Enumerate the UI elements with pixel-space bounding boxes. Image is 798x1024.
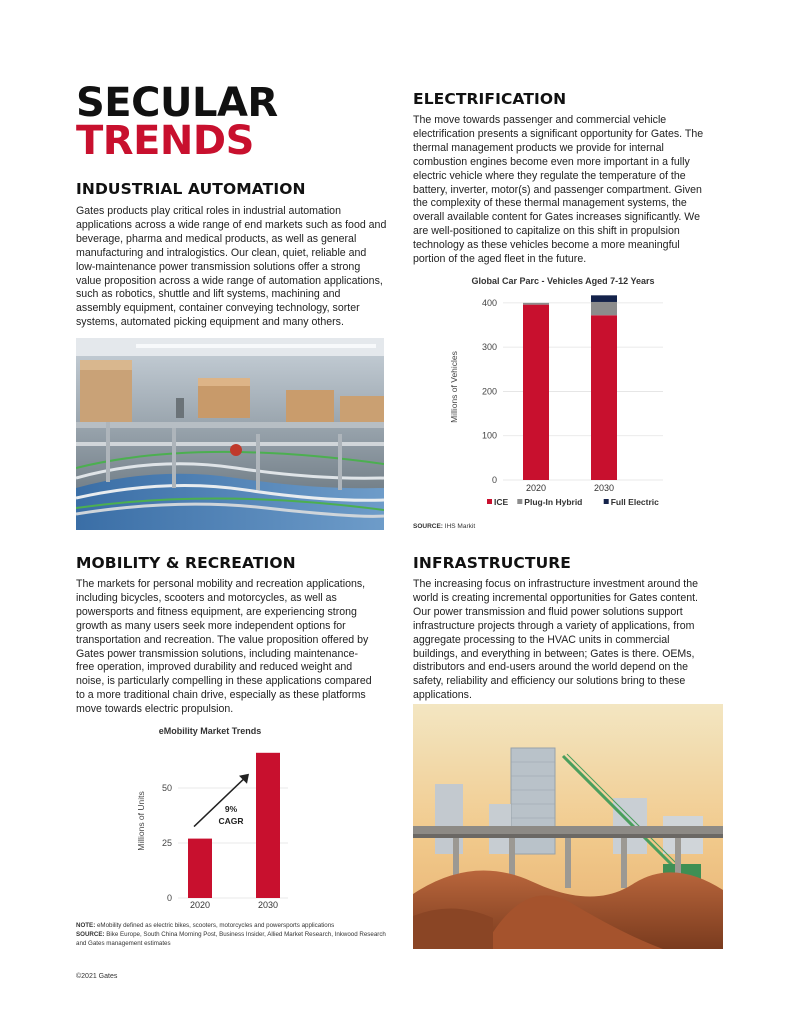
source-text: Bike Europe, South China Morning Post, Business Insider, Allied Market Research, Inkwood Research and Gates management estimates — [76, 931, 386, 947]
car-chart-ylabel: Millions of Vehicles — [449, 351, 459, 423]
infrastructure-heading: INFRASTRUCTURE — [413, 554, 571, 572]
emob-cagr-label: CAGR — [218, 816, 244, 826]
electrification-heading: ELECTRIFICATION — [413, 90, 567, 108]
emobility-chart — [120, 722, 320, 917]
mobility-text: The markets for personal mobility and recreation applications, including bicycles, scooters and motorcycles, as well as powersports and fitness equipment, are experiencing strong growth as many users seek more independent options for transportation and recreation. The value proposition offered by Gates power transmission solutions, including maintenance-free operation, improved durability and reduced weight and noise, is particularly compelling in these applications compared to a more traditional chain drive, especially as these platforms move towards electric propulsion. — [76, 578, 372, 716]
industrial-automation-text: Gates products play critical roles in industrial automation applications across a wide range of end markets such as food and beverage, pharma and medical products, as well as general manufacturing and intralogistics. Our clean, quiet, reliable and low-maintenance power transmission solutions offer a strong value proposition across a wide range of automation applications, such as robotics, shuttle and lift systems, machining and assembly equipment, container conveying technology, sorter systems, automated picking equipment and many others. — [76, 205, 387, 329]
conveyor-photo — [76, 338, 384, 530]
emob-chart-xtick-2030: 2030 — [257, 900, 279, 910]
emob-chart-xtick-2020: 2020 — [189, 900, 211, 910]
industrial-automation-heading: INDUSTRIAL AUTOMATION — [76, 180, 306, 198]
infrastructure-text: The increasing focus on infrastructure investment around the world is creating incremental opportunities for Gates content. Our power transmission and fluid power solutions support infrastructure projects through a variety of applications, from aggregate processing to the HVAC units in commercial buildings, and everything in between; Gates is there. OEMs, distributors and end-users around the world depend on the safety, reliability and efficiency our solutions bring to these applications. — [413, 578, 699, 702]
copyright: ©2021 Gates — [76, 973, 118, 980]
construction-photo — [413, 704, 723, 949]
car-chart-ytick-200: 200 — [481, 386, 497, 397]
car-chart-bar-2020-plug-in-hybrid — [523, 303, 549, 305]
electrification-text: The move towards passenger and commercial vehicle electrification presents a significant opportunity for Gates. The thermal management products we provide for internal combustion engines become even more important in a fully electric vehicle where they regulate the temperature of the battery, inverter, motor(s) and passenger compartment. Given the complexity of these thermal management systems, the overall available content for Gates increases significantly. We are well-positioned to capitalize on this shift in propulsion technology as these vehicles become a more meaningful portion of the aged fleet in the future. — [413, 114, 704, 266]
emob-chart-bar-2030 — [256, 753, 280, 898]
source-label: SOURCE: — [76, 931, 105, 938]
car-legend-swatch-0 — [487, 499, 492, 504]
page-title-line1: SECULAR — [76, 80, 278, 126]
emob-chart-bar-2020 — [188, 839, 212, 898]
emobility-source — [76, 930, 386, 948]
car-legend-swatch-1 — [517, 499, 522, 504]
car-chart-xtick-2030: 2030 — [593, 483, 615, 493]
car-chart-bar-2030-full-electric — [591, 295, 617, 302]
car-chart-ytick-0: 0 — [491, 475, 497, 485]
car-parc-chart — [413, 272, 713, 522]
mobility-heading: MOBILITY & RECREATION — [76, 554, 296, 572]
emob-chart-ytick-0: 0 — [166, 893, 172, 903]
emobility-note — [76, 921, 386, 930]
car-legend-label-0: ICE — [494, 497, 509, 507]
emob-chart-ytick-50: 50 — [161, 783, 172, 793]
page-title-line2: TRENDS — [76, 118, 254, 164]
car-chart-source-label: SOURCE: — [413, 523, 443, 530]
car-chart-bar-2030-ice — [591, 315, 617, 480]
car-chart-bar-2020-ice — [523, 305, 549, 480]
emob-chart-ylabel: Millions of Units — [136, 791, 146, 851]
car-parc-chart-svg — [413, 272, 713, 522]
car-chart-title: Global Car Parc - Vehicles Aged 7-12 Years — [471, 276, 655, 286]
car-chart-ytick-100: 100 — [481, 430, 497, 441]
car-chart-source-text: IHS Markit — [442, 523, 476, 530]
car-chart-ytick-400: 400 — [481, 297, 497, 308]
car-chart-source — [413, 522, 475, 531]
note-text: eMobility defined as electric bikes, scooters, motorcycles and powersports applications — [95, 922, 335, 929]
emob-chart-title: eMobility Market Trends — [158, 726, 262, 736]
car-legend-label-1: Plug-In Hybrid — [524, 497, 583, 507]
car-chart-ytick-300: 300 — [481, 342, 497, 353]
car-chart-xtick-2020: 2020 — [525, 483, 547, 493]
emobility-notes — [76, 921, 386, 948]
emob-chart-ytick-25: 25 — [161, 838, 172, 848]
emobility-chart-svg — [120, 722, 320, 917]
emob-cagr-value: 9% — [224, 804, 238, 814]
car-chart-bar-2030-plug-in-hybrid — [591, 302, 617, 315]
car-legend-swatch-2 — [604, 499, 609, 504]
note-label: NOTE: — [76, 922, 96, 929]
car-legend-label-2: Full Electric — [610, 497, 659, 507]
